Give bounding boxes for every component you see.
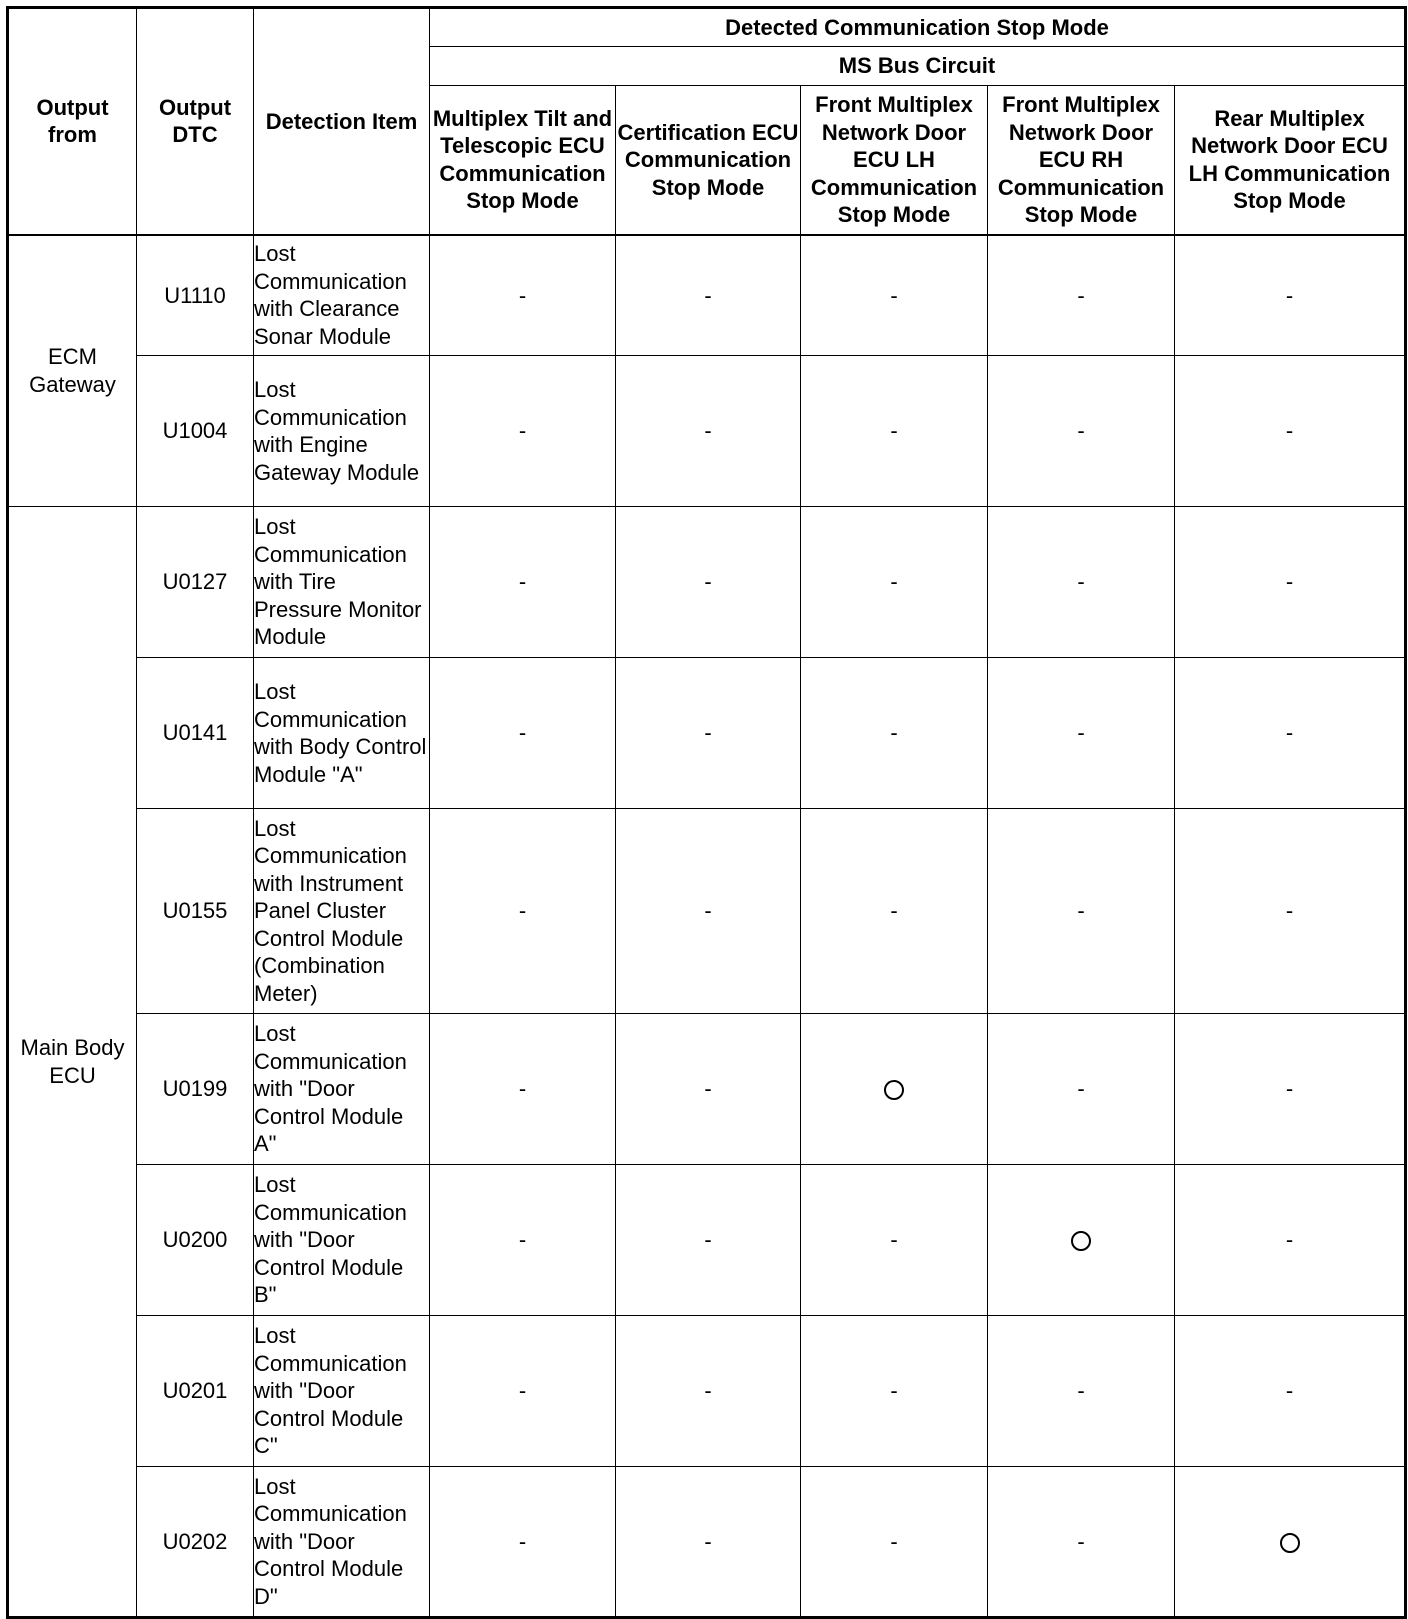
mark-cell: - (801, 507, 988, 658)
header-col-tilt-telescopic: Multiplex Tilt and Telescopic ECU Communication Stop Mode (430, 86, 616, 235)
mark-cell (801, 1014, 988, 1165)
header-col-rear-door-lh: Rear Multiplex Network Door ECU LH Communication Stop Mode (1175, 86, 1406, 235)
header-col-front-door-rh: Front Multiplex Network Door ECU RH Communication Stop Mode (988, 86, 1175, 235)
detection-item: Lost Communication with "Door Control Module D" (254, 1467, 430, 1618)
mark-cell: - (1175, 809, 1406, 1014)
mark-cell: - (616, 1316, 801, 1467)
mark-cell: - (1175, 235, 1406, 356)
mark-cell: - (988, 809, 1175, 1014)
header-output-dtc: Output DTC (137, 8, 254, 235)
mark-cell: - (430, 1316, 616, 1467)
mark-cell: - (430, 356, 616, 507)
mark-cell: - (430, 235, 616, 356)
mark-cell: - (1175, 658, 1406, 809)
detection-item: Lost Communication with Tire Pressure Monitor Module (254, 507, 430, 658)
mark-cell: - (801, 356, 988, 507)
detection-item: Lost Communication with Clearance Sonar Module (254, 235, 430, 356)
mark-cell: - (801, 1316, 988, 1467)
table-row (8, 809, 1406, 1014)
header-detection-item: Detection Item (254, 8, 430, 235)
header-col-certification: Certification ECU Communication Stop Mode (616, 86, 801, 235)
mark-cell: - (988, 356, 1175, 507)
header-output-from: Output from (8, 8, 137, 235)
circle-mark-icon (1071, 1231, 1091, 1251)
output-from-cell: ECM Gateway (8, 235, 137, 507)
mark-cell: - (430, 1467, 616, 1618)
dtc-code: U0127 (137, 507, 254, 658)
dtc-code: U0141 (137, 658, 254, 809)
detection-item: Lost Communication with Instrument Panel Cluster Control Module (Combination Meter) (254, 809, 430, 1014)
mark-cell: - (430, 507, 616, 658)
mark-cell: - (801, 235, 988, 356)
mark-cell: - (430, 658, 616, 809)
mark-cell: - (616, 1014, 801, 1165)
detection-item: Lost Communication with Engine Gateway Module (254, 356, 430, 507)
table-row (8, 1467, 1406, 1618)
table-row (8, 658, 1406, 809)
mark-cell: - (988, 658, 1175, 809)
mark-cell: - (616, 809, 801, 1014)
dtc-code: U0202 (137, 1467, 254, 1618)
dtc-code: U0201 (137, 1316, 254, 1467)
dtc-table (6, 6, 1407, 1619)
detection-item: Lost Communication with "Door Control Module B" (254, 1165, 430, 1316)
header-col-front-door-lh: Front Multiplex Network Door ECU LH Communication Stop Mode (801, 86, 988, 235)
mark-cell: - (988, 235, 1175, 356)
output-from-cell: Main Body ECU (8, 507, 137, 1618)
mark-cell (1175, 1467, 1406, 1618)
detection-item: Lost Communication with Body Control Module "A" (254, 658, 430, 809)
mark-cell: - (430, 1014, 616, 1165)
mark-cell: - (616, 1165, 801, 1316)
dtc-code: U0199 (137, 1014, 254, 1165)
mark-cell: - (1175, 1316, 1406, 1467)
mark-cell: - (988, 1467, 1175, 1618)
dtc-code: U1004 (137, 356, 254, 507)
table-row (8, 235, 1406, 356)
mark-cell: - (988, 507, 1175, 658)
table-row (8, 1316, 1406, 1467)
mark-cell: - (988, 1316, 1175, 1467)
dtc-code: U0200 (137, 1165, 254, 1316)
header-detected-communication-stop-mode: Detected Communication Stop Mode (430, 8, 1406, 47)
mark-cell: - (801, 658, 988, 809)
table-row (8, 507, 1406, 658)
mark-cell (988, 1165, 1175, 1316)
mark-cell: - (430, 809, 616, 1014)
header-ms-bus-circuit: MS Bus Circuit (430, 47, 1406, 86)
dtc-code: U0155 (137, 809, 254, 1014)
mark-cell: - (1175, 507, 1406, 658)
dtc-table-container (6, 6, 1404, 1619)
mark-cell: - (616, 1467, 801, 1618)
table-row (8, 1014, 1406, 1165)
mark-cell: - (988, 1014, 1175, 1165)
dtc-code: U1110 (137, 235, 254, 356)
mark-cell: - (801, 1467, 988, 1618)
circle-mark-icon (884, 1080, 904, 1100)
detection-item: Lost Communication with "Door Control Module A" (254, 1014, 430, 1165)
mark-cell: - (616, 356, 801, 507)
mark-cell: - (1175, 1014, 1406, 1165)
table-row (8, 356, 1406, 507)
mark-cell: - (430, 1165, 616, 1316)
circle-mark-icon (1280, 1533, 1300, 1553)
table-row (8, 1165, 1406, 1316)
mark-cell: - (801, 809, 988, 1014)
mark-cell: - (616, 658, 801, 809)
mark-cell: - (616, 507, 801, 658)
mark-cell: - (1175, 1165, 1406, 1316)
mark-cell: - (616, 235, 801, 356)
detection-item: Lost Communication with "Door Control Module C" (254, 1316, 430, 1467)
mark-cell: - (801, 1165, 988, 1316)
mark-cell: - (1175, 356, 1406, 507)
